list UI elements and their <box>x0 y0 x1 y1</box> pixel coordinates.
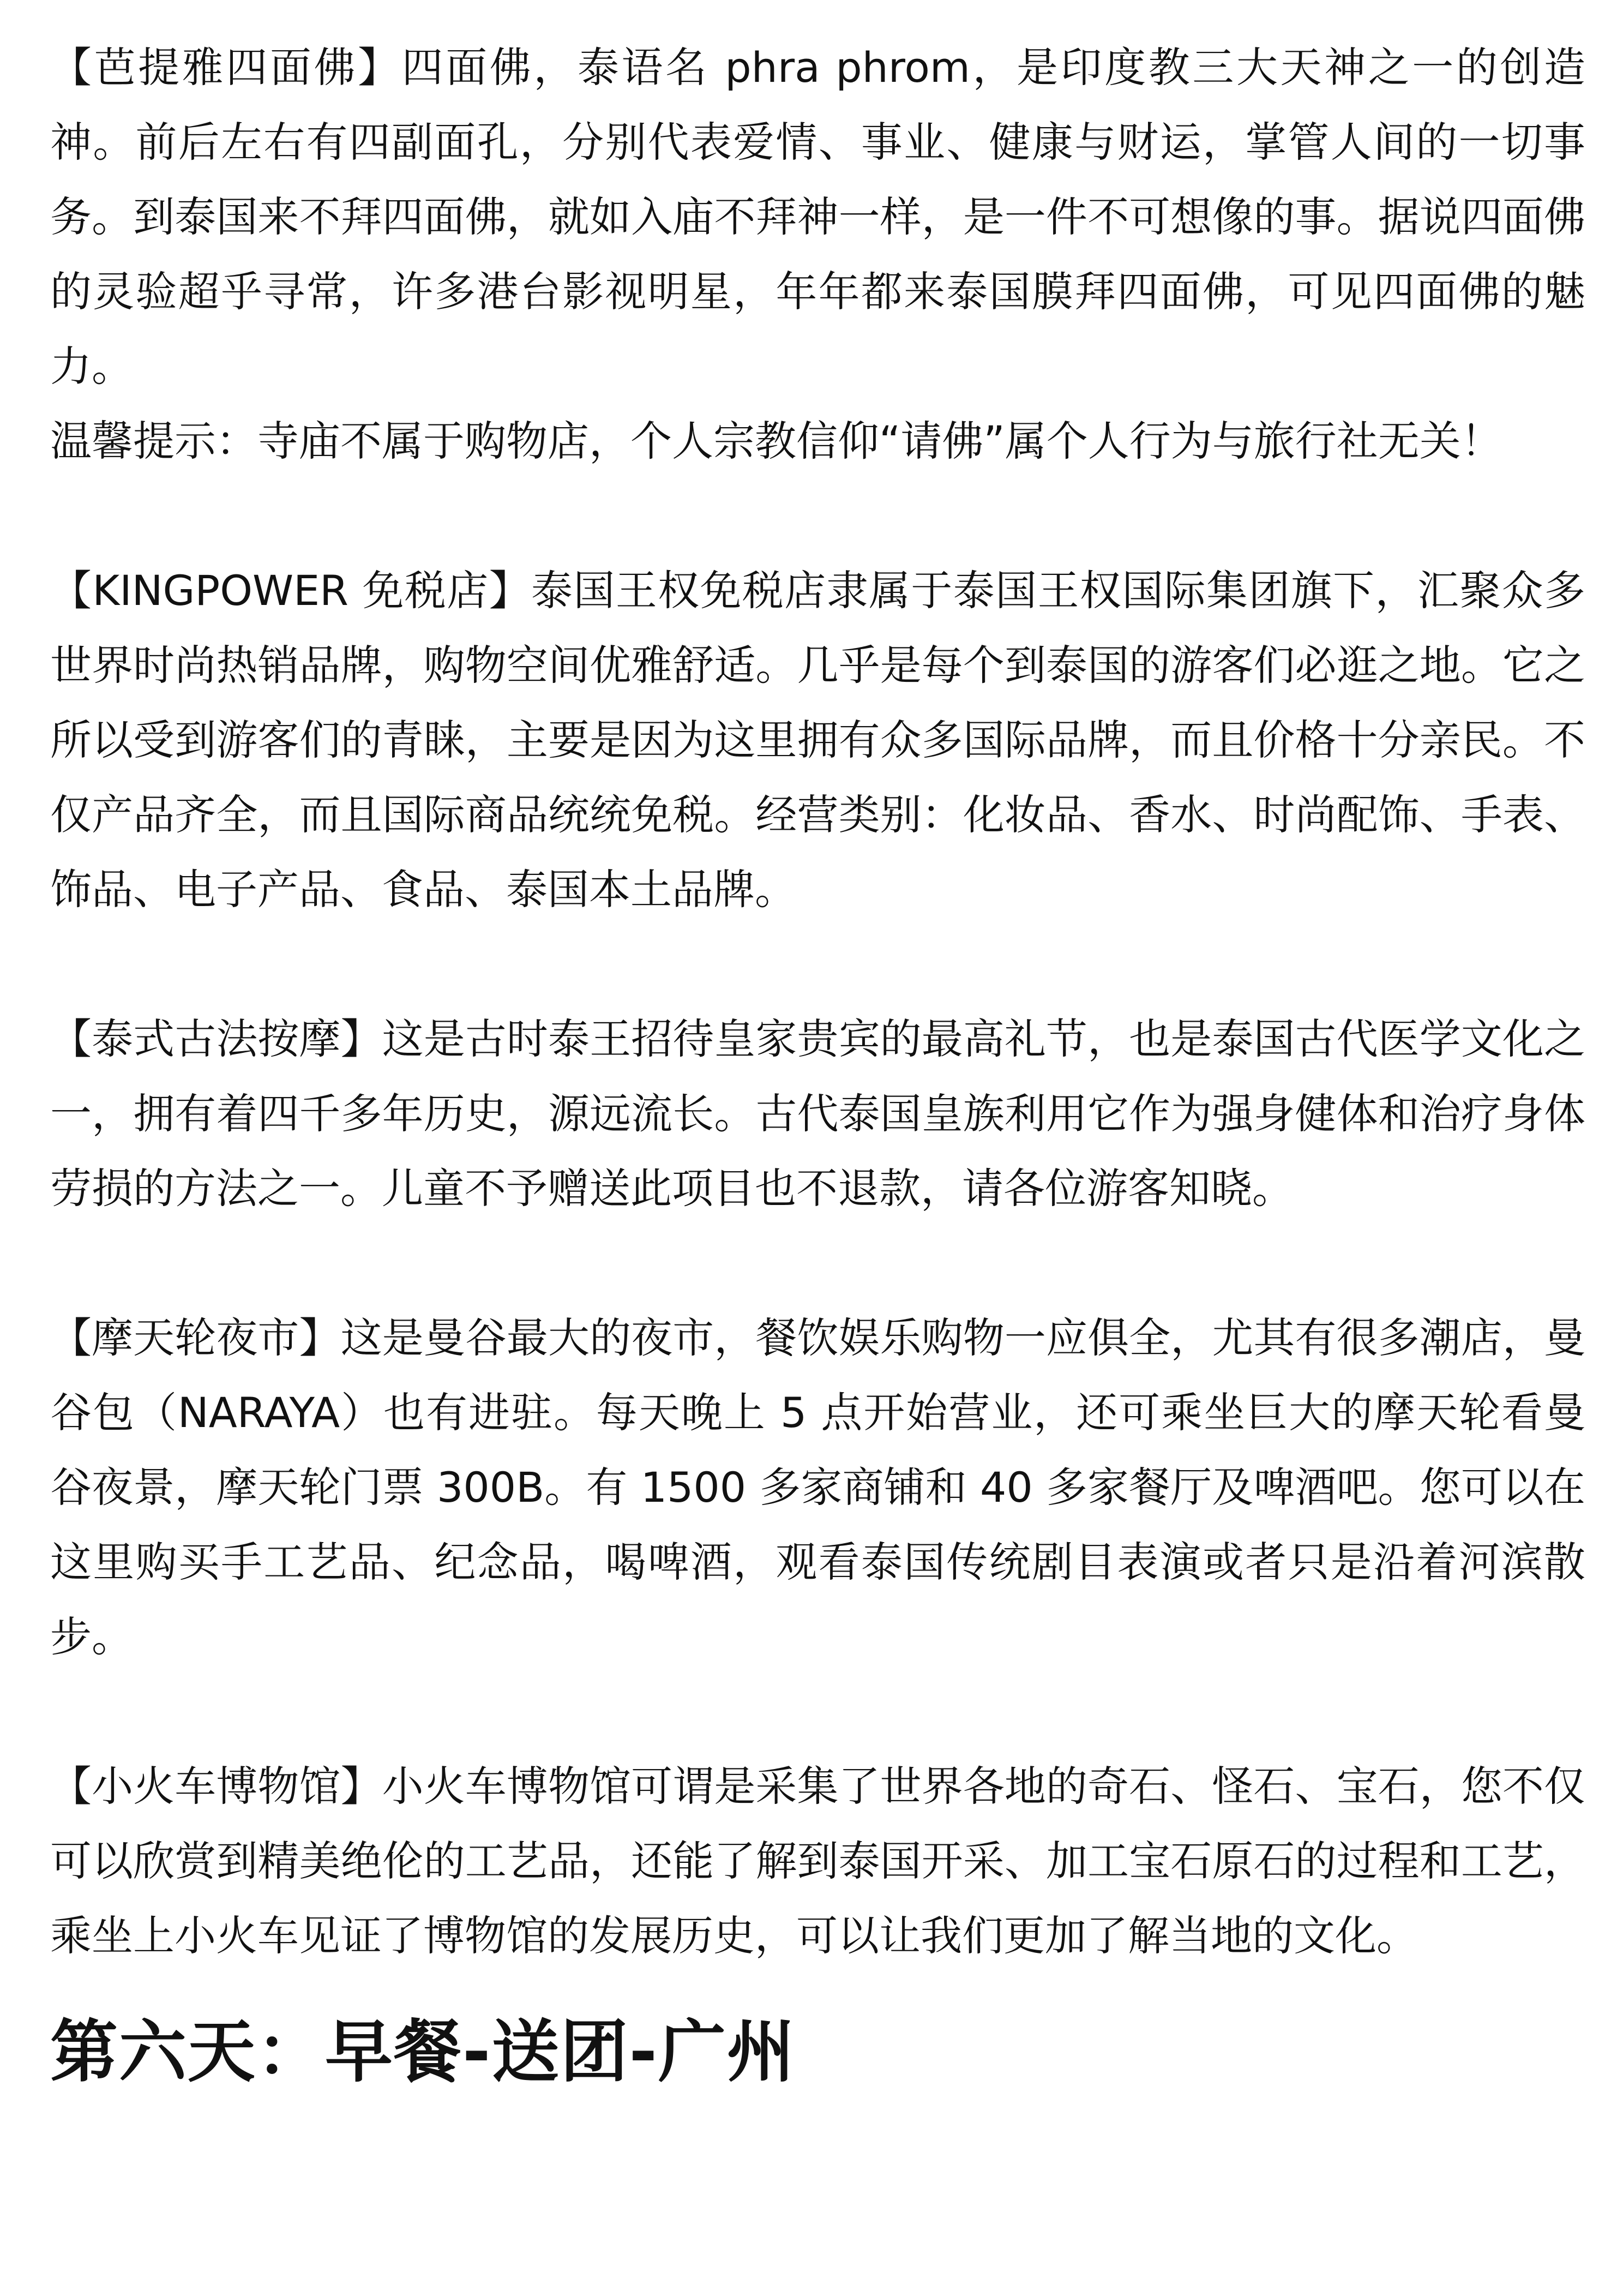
paragraph-train-museum: 【小火车博物馆】小火车博物馆可谓是采集了世界各地的奇石、怪石、宝石，您不仅可以欣赏到精美绝伦的工艺品，还能了解到泰国开采、加工宝石原石的过程和工艺，乘坐上小火车见证了博物馆的发展历史，可以让我们更加了解当地的文化。 <box>50 1762 1585 1960</box>
paragraph-spacer <box>50 478 1585 553</box>
day-six-title: 第六天：早餐-送团-广州 <box>50 2013 796 2091</box>
warm-tip-note: 温馨提示：寺庙不属于购物店，个人宗教信仰“请佛”属个人行为与旅行社无关！ <box>50 417 1502 465</box>
paragraph-spacer <box>50 1226 1585 1300</box>
paragraph-spacer <box>50 927 1585 1002</box>
paragraph-thai-massage: 【泰式古法按摩】这是古时泰王招待皇家贵宾的最高礼节，也是泰国古代医学文化之一，拥有着四千多年历史，源远流长。古代泰国皇族利用它作为强身健体和治疗身体劳损的方法之一。儿童不予赠送此项目也不退款，请各位游客知晓。 <box>50 1015 1585 1213</box>
paragraph-spacer <box>50 1674 1585 1749</box>
document-page <box>50 30 1585 2093</box>
paragraph-erawan-shrine: 【芭提雅四面佛】四面佛，泰语名 phra phrom，是印度教三大天神之一的创造神。前后左右有四副面孔，分别代表爱情、事业、健康与财运，掌管人间的一切事务。到泰国来不拜四面佛，就如入庙不拜神一样，是一件不可想像的事。据说四面佛的灵验超乎寻常，许多港台影视明星，年年都来泰国膜拜四面佛，可见四面佛的魅力。 <box>50 43 1585 391</box>
paragraph-night-market: 【摩天轮夜市】这是曼谷最大的夜市，餐饮娱乐购物一应俱全，尤其有很多潮店，曼谷包（NARAYA）也有进驻。每天晚上 5 点开始营业，还可乘坐巨大的摩天轮看曼谷夜景，摩天轮门票 300B。有 1500 多家商铺和 40 多家餐厅及啤酒吧。您可以在这里购买手工艺品、纪念品，喝啤酒，观看泰国传统剧目表演或者只是沿着河滨散步。 <box>50 1314 1585 1661</box>
paragraph-kingpower: 【KINGPOWER 免税店】泰国王权免税店隶属于泰国王权国际集团旗下，汇聚众多世界时尚热销品牌，购物空间优雅舒适。几乎是每个到泰国的游客们必逛之地。它之所以受到游客们的青睐，主要是因为这里拥有众多国际品牌，而且价格十分亲民。不仅产品齐全，而且国际商品统统免税。经营类别：化妆品、香水、时尚配饰、手表、饰品、电子产品、食品、泰国本土品牌。 <box>50 566 1585 914</box>
